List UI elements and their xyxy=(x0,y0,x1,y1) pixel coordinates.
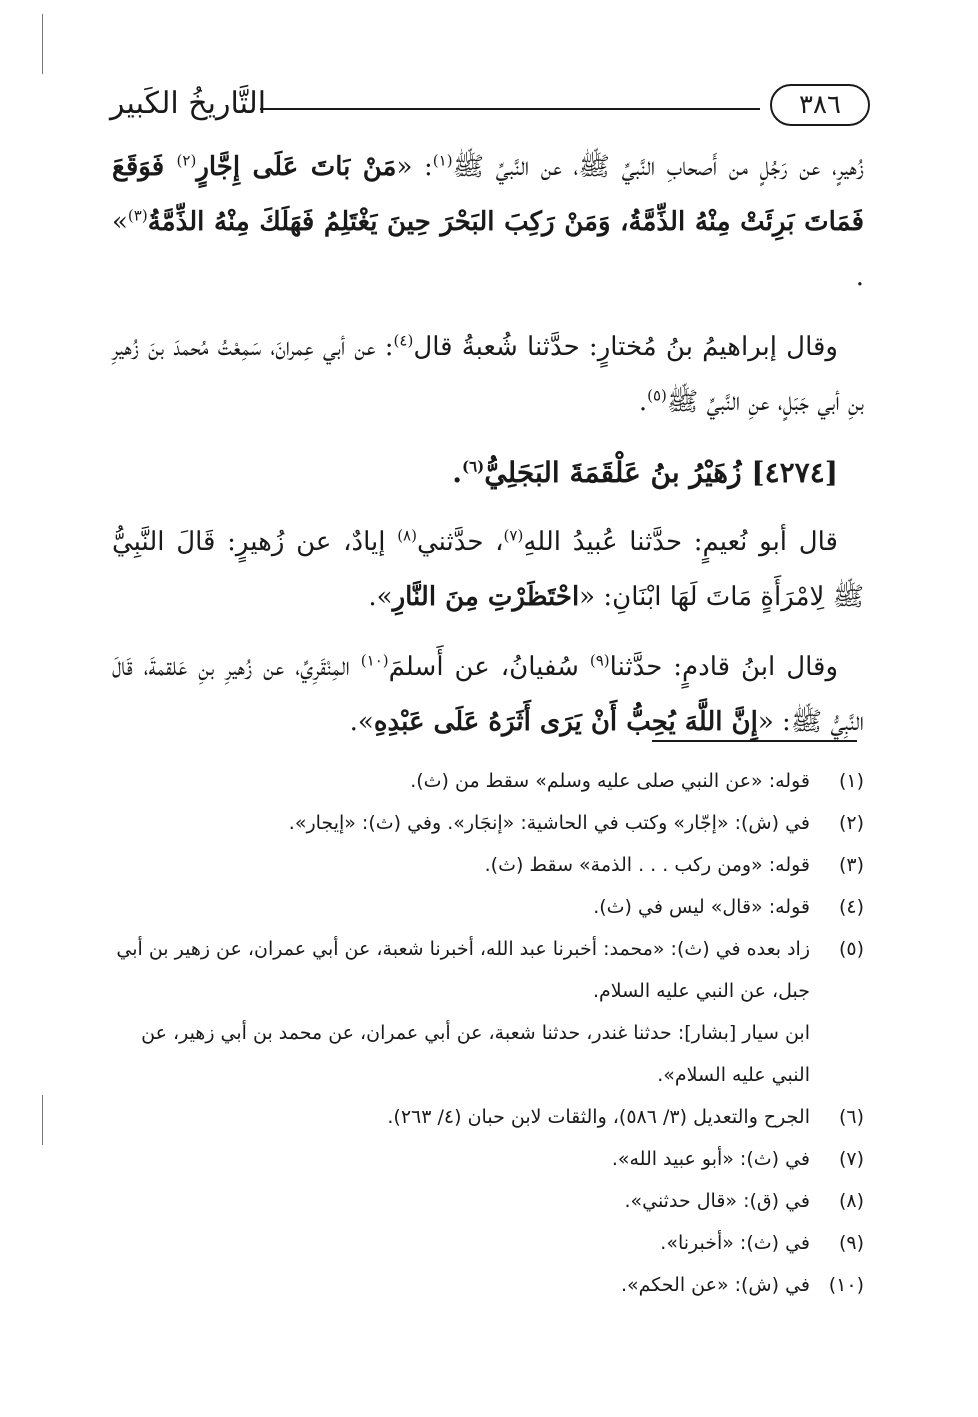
paragraph-1 xyxy=(112,140,864,305)
paragraph-3 xyxy=(112,515,864,625)
footnote-number: (٣) xyxy=(838,854,864,876)
text-run: وقال ابنُ قادمٍ: حدَّثنا xyxy=(609,652,839,682)
book-title: التَّاريخُ الكَبير xyxy=(110,86,267,121)
footnote-4 xyxy=(112,886,864,928)
footnote-2 xyxy=(112,802,864,844)
footnote-text: قوله: «قال» ليس في (ث). xyxy=(593,896,810,918)
hadith-text: مَنْ بَاتَ عَلَى إِجَّارٍ xyxy=(196,152,397,182)
text-run: » . xyxy=(112,207,864,292)
footnote-number: (١) xyxy=(838,770,864,792)
footnote-number: (١٠) xyxy=(828,1274,864,1296)
text-run: المِنْقَرِيِّ، عن زُهيرِ بنِ عَلقمةَ، قَالَ النَّبِيُّ ﷺ: « xyxy=(112,652,864,737)
footnote-ref-10[interactable]: (١٠) xyxy=(360,651,389,670)
paragraph-4 xyxy=(112,640,864,750)
footnote-ref-2[interactable]: (٢) xyxy=(176,151,197,170)
footnote-number: (٤) xyxy=(838,896,864,918)
footnote-3 xyxy=(112,844,864,886)
footnote-number: (٨) xyxy=(838,1190,864,1212)
paragraph-2 xyxy=(112,320,864,430)
text-run: سُفيانُ، عن أَسلمَ xyxy=(388,652,590,682)
footnote-7 xyxy=(112,1138,864,1180)
footnote-1 xyxy=(112,760,864,802)
text-run: : عن أبي عِمرانَ، سَمِعْتُ مُحمدَ بنَ زُهيرِ بنِ أبي جَبَلٍ، عنِ النَّبيِّ ﷺ xyxy=(112,332,864,417)
footnote-number: (٦) xyxy=(838,1106,864,1128)
footnote-text: في (ث): «أبو عبيد الله». xyxy=(611,1148,810,1170)
entry-heading xyxy=(112,445,864,500)
footnote-text-part: ابن سيار [بشار]: حدثنا غندر، حدثنا شعبة، عن أبي عمران، عن محمد بن أبي زهير، عن النبي عليه السلام». xyxy=(141,1022,810,1086)
footnote-10 xyxy=(112,1264,864,1306)
page-number: ٣٨٦ xyxy=(770,84,870,126)
footnote-text xyxy=(112,928,810,1096)
text-run: وقال إبراهيمُ بنُ مُختارٍ: حدَّثنا شُعبةُ قال xyxy=(413,332,838,362)
footnote-number: (٥) xyxy=(838,938,864,960)
footnote-5 xyxy=(112,928,864,1096)
text-run: ». xyxy=(368,582,393,612)
footnote-9 xyxy=(112,1222,864,1264)
footnotes xyxy=(112,760,864,1306)
footnote-6 xyxy=(112,1096,864,1138)
footnote-number: (٢) xyxy=(838,812,864,834)
footnote-number: (٩) xyxy=(838,1232,864,1254)
footnote-text-part: زاد بعده في (ث): «محمد: أخبرنا عبد الله، أخبرنا شعبة، عن أبي عمران، عن زهير بن أبي جبل، عن النبي عليه السلام. xyxy=(116,938,810,1002)
footnote-8 xyxy=(112,1180,864,1222)
footnote-text: في (ق): «قال حدثني». xyxy=(624,1190,810,1212)
footnote-text: الجرح والتعديل (٣/ ٥٨٦)، والثقات لابن حبان (٤/ ٢٦٣). xyxy=(387,1106,810,1128)
footnote-text: في (ش): «إجّار» وكتب في الحاشية: «إنجَار». وفي (ث): «إيجار». xyxy=(288,812,810,834)
text-run: إيادٌ، عن زُهيرٍ: قَالَ النَّبِيُّ ﷺ لِامْرَأَةٍ مَاتَ لَهَا ابْنَانِ: « xyxy=(112,527,864,612)
footnote-separator xyxy=(652,740,857,742)
text-run: ، حدَّثني xyxy=(416,527,504,557)
footnote-ref-8[interactable]: (٨) xyxy=(397,526,417,545)
scan-margin-mark xyxy=(42,1095,43,1145)
entry-name: زُهَيْرُ بنُ عَلْقَمَةَ البَجَلِيُّ xyxy=(484,456,742,489)
entry-number: [٤٢٧٤] xyxy=(751,456,838,489)
text-run: ». xyxy=(349,707,374,737)
header-rule xyxy=(260,108,760,110)
text-run: زُهيرٍ، عن رَجُلٍ من أَصحابِ النَّبيِّ ﷺ، عن النَّبيِّ ﷺ xyxy=(452,152,864,182)
footnote-ref-1[interactable]: (١) xyxy=(432,151,453,170)
footnote-text: في (ش): «عن الحكم». xyxy=(620,1274,810,1296)
main-text xyxy=(112,140,864,765)
footnote-ref-3[interactable]: (٣) xyxy=(127,206,148,225)
text-run: : « xyxy=(396,152,433,182)
footnote-ref-9[interactable]: (٩) xyxy=(589,651,610,670)
footnote-text: في (ث): «أخبرنا». xyxy=(660,1232,810,1254)
hadith-text: احْتَظَرْتِ مِنَ النَّارِ xyxy=(392,582,580,612)
text-run: . xyxy=(452,456,462,489)
hadith-text: إِنَّ اللَّهَ يُحِبُّ أَنْ يَرَى أَثَرَهُ عَلَى عَبْدِهِ xyxy=(373,707,758,737)
footnote-ref-7[interactable]: (٧) xyxy=(503,526,524,545)
page-header xyxy=(110,78,870,134)
footnote-ref-6[interactable]: (٦) xyxy=(461,457,485,476)
footnote-number: (٧) xyxy=(838,1148,864,1170)
footnote-text: قوله: «عن النبي صلى عليه وسلم» سقط من (ث). xyxy=(410,770,810,792)
text-run: . xyxy=(638,387,648,417)
scan-margin-mark xyxy=(42,14,43,74)
footnote-text: قوله: «ومن ركب . . . الذمة» سقط (ث). xyxy=(484,854,810,876)
hadith-text: فَوَقَعَ فَمَاتَ بَرِئَتْ مِنْهُ الذِّمَّةُ، وَمَنْ رَكِبَ البَحْرَ حِينَ يَغْتَلِمُ فَهَلَكَ مِنْهُ الذِّمَّةُ xyxy=(112,152,864,237)
text-run: قال أبو نُعيمٍ: حدَّثنا عُبيدُ اللهِ xyxy=(523,527,838,557)
footnote-ref-4[interactable]: (٤) xyxy=(393,331,414,350)
footnote-ref-5[interactable]: (٥) xyxy=(647,386,667,405)
